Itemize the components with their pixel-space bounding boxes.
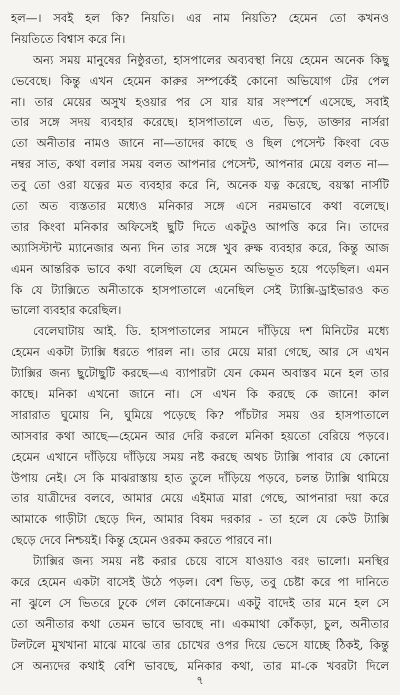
text-line: আমাকে গাড়ীটা ছেড়ে দিন, আমার বিষম দরকার - তা হলে যে কেউ ট্যাক্সি	[11, 512, 389, 527]
text-line: করে হেমেন একটা বাসেই উঠে পড়ল। বেশ ভিড়, তবু চেষ্টা করে পা দানিতে	[11, 575, 389, 590]
text-line: তো অনীতার নামও জানে না—তাদের কাছে ও ছিল পেসেন্ট কিংবা বেড	[11, 136, 389, 151]
text-line: তো অত ব্যস্ততার মধ্যেও মনিকার সঙ্গে এসে নরমভাবে কথা বলেছে।	[11, 199, 389, 214]
text-line: কাছে। মনিকা এখনো জানে না। সে এখন কি করছে কে জানে! কাল	[11, 387, 389, 402]
text-line: ভালো ব্যবহার করেছিল।	[11, 303, 122, 318]
text-line: কি যে ট্যাক্সিতে অনীতাকে হাসপাতালে এনেছিল সেই ট্যাক্সি-ড্রাইভারও কত	[11, 282, 389, 297]
text-line: তার সঙ্গে সদয় ব্যবহার করেছে। হাসপাতালে এত, ভিড়, ডাক্তার নার্সরা	[11, 115, 389, 130]
page-number: ৭	[196, 674, 204, 687]
text-line: নিয়তিতে বিশ্বাস করে নি।	[11, 31, 126, 46]
text-line: হেমেন একটা ট্যাক্সি ধরতে পারল না। তার মেয়ে মারা গেছে, আর সে এখন	[11, 345, 389, 360]
text-line: তো অনীতার কথা তেমন ভাবে ভাবছে না। একমাথা কোঁকড়া, চুল, অনীতার	[11, 616, 389, 631]
text-line: না। তার মেয়ের অসুখ হওয়ার পর সে যার যার সংস্পর্শে এসেছে, সবাই	[11, 94, 389, 109]
text-line: ট্যাক্সির জন্য সময় নষ্ট করার চেয়ে বাসে যাওয়াও বরং ভালো। মনস্থির	[33, 554, 389, 569]
text-line: হল—। সবই হল কি? নিয়তি। এর নাম নিয়তি? হেমেন তো কখনও	[11, 11, 389, 25]
text-line: অন্য সময় মানুষের নিষ্ঠুরতা, হাসপালের অব্যবস্থা নিয়ে হেমেন অনেক কিছু	[33, 52, 389, 67]
text-line: আসবার কথা আছে—হেমেন আর দেরি করলে মনিকা হয়তো বেরিয়ে পড়বে।	[11, 428, 389, 443]
text-line: নম্বর সাত, কথা বলার সময় বলত আপনার পেসেন্ট, আপনার মেয়ে বলত না—	[11, 157, 389, 172]
text-line: সারারাত ঘুমোয় নি, ঘুমিয়ে পড়েছে কি? পাঁচটার সময় ওর হাসপাতালে	[11, 407, 389, 422]
text-line: বেলেঘাটায় আই. ডি. হাসপাতালের সামনে দাঁড়িয়ে দশ মিনিটের মধ্যে	[33, 324, 389, 339]
text-line: অ্যাসিস্টান্ট ম্যানেজার অন্য দিন তার সঙ্গে খুব রুক্ষ ব্যবহার করে, কিন্তু আজ	[11, 240, 389, 255]
text-line: তার কিংবা মনিকার অফিসেই ছুটি দিতে একটুও আপত্তি করে নি। তাদের	[11, 219, 389, 234]
text-line: ছেড়ে দেবে নিশ্চয়ই। কিন্তু হেমেন ওরকম করতে পারবে না।	[11, 533, 273, 548]
body-text	[11, 8, 389, 677]
text-line: ট্যাক্সির জন্য ছুটোছুটি করছে—এ ব্যাপারটা যেন কেমন অবাস্তব মনে হল তার	[11, 366, 389, 381]
text-line: উপায় নেই। সে কি মাঝরাস্তায় হাত তুলে দাঁড়িয়ে পড়বে, চলন্ত ট্যাক্সি থামিয়ে	[11, 470, 389, 485]
text-line: তার যাত্রীদের বলবে, আমার মেয়ে এইমাত্র মারা গেছে, আপনারা দয়া করে	[11, 491, 389, 506]
text-line: ভেবেছে। কিন্তু এখন হেমেন কারুর সম্পর্কেই কোনো অভিযোগ টের পেল	[11, 73, 389, 88]
text-line: এমন আন্তরিক ভাবে কথা বলেছিল যে হেমেন অভিভূত হয়ে পড়েছিল। এমন	[11, 261, 389, 276]
text-line: টলটলে মুখখানা মাঝে মাঝে তার চোখের ওপর দিয়ে ভেসে যাচ্ছে ঠিকই, কিন্তু	[11, 637, 389, 652]
text-line: না ঝুলে সে ভিতরে ঢুকে গেল কোনোক্রমে। একটু বাদেই তার মনে হল সে	[11, 595, 389, 610]
text-line: সে অন্যদের কথাই বেশি ভাবছে, মনিকার কথা, তার মা-কে খবরটা দিলে	[11, 658, 389, 673]
text-line: হেমেন এখানে দাঁড়িয়ে দাঁড়িয়ে সময় নষ্ট করছে অথচ ট্যাক্সি পাবার যে কোনো	[11, 449, 389, 464]
text-line: তবু তো ওরা যত্নের মত ব্যবহার করে নি, অনেক যত্ন করেছে, বয়স্কা নার্সটি	[11, 178, 389, 193]
